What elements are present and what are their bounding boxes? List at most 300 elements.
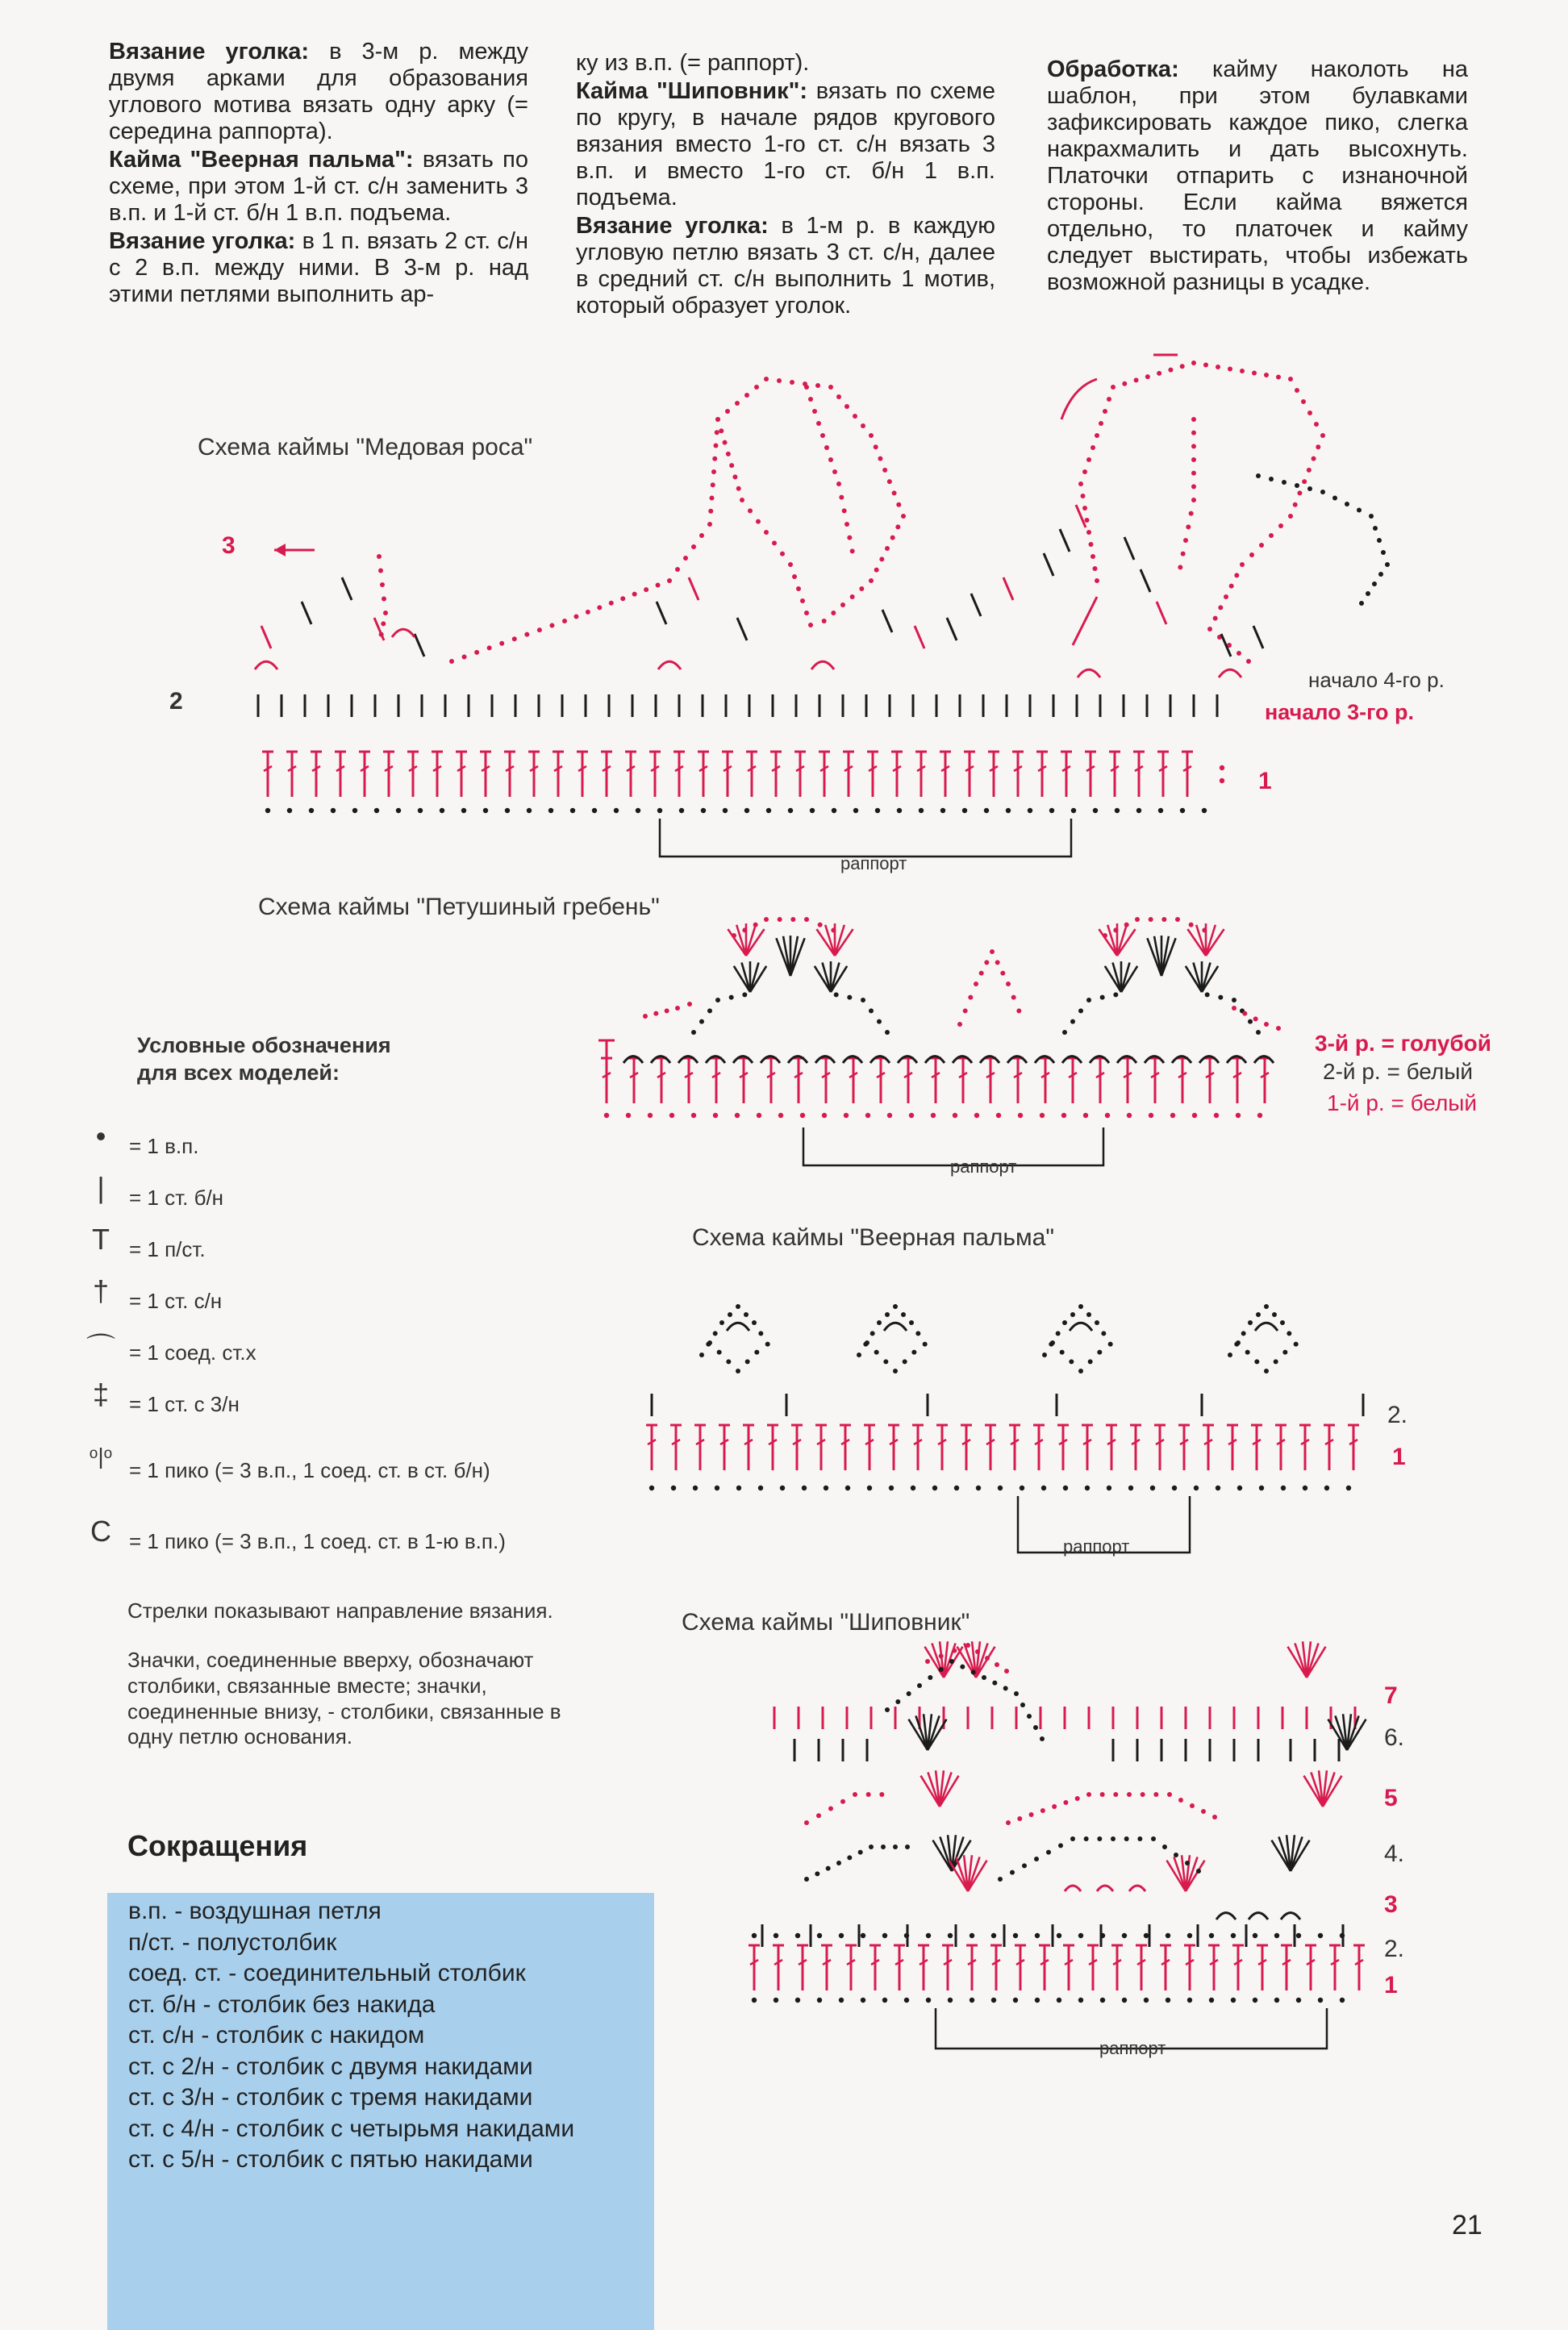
slanted-stitch [971, 594, 981, 616]
chain-dot [1203, 363, 1208, 368]
chain-dot [1062, 1030, 1067, 1035]
chain-dot [1228, 1353, 1232, 1357]
chain-dot [675, 567, 680, 572]
chain-dot [859, 586, 864, 591]
chain-dot [992, 1681, 997, 1686]
abbreviation-item: ст. с 5/н - столбик с пятью накидами [128, 2146, 533, 2173]
chain-dot [717, 1350, 722, 1355]
chain-dot [1006, 1820, 1011, 1825]
chain-dot [1385, 562, 1390, 567]
chain-dot [953, 1113, 957, 1118]
chain-dot [1272, 1312, 1277, 1317]
chain-dot [875, 808, 880, 813]
chain-dot [1167, 1792, 1172, 1797]
chain-dot [757, 1113, 761, 1118]
chain-dot [879, 1792, 884, 1797]
chain-dot [1100, 1792, 1105, 1797]
chain-dot [1187, 1933, 1192, 1938]
paragraph: Обработка: кайму наколоть на шаблон, при этом булавками зафиксировать каждое пико, слегка накрахмалить и дать высохнуть. Платочки отпарить с изнаночной стороны. Если кайма вяжется отдельно, то платочек и кайму следует выстирать, чтобы избежать возможной разницы в усадке. [1047, 56, 1468, 296]
chain-dot [736, 1304, 740, 1309]
chain-dot [1236, 1113, 1241, 1118]
chain-dot [653, 1011, 658, 1016]
row-label-2: 2. [1387, 1402, 1408, 1428]
chain-dot [1295, 483, 1299, 488]
chain-dot [892, 490, 897, 495]
chain-dot [885, 1312, 890, 1317]
single-crochet-icon: | [97, 1170, 105, 1204]
chain-dot [1115, 808, 1120, 813]
chain-dot [643, 1014, 648, 1019]
chain-dot [824, 1486, 828, 1490]
chain-dot [777, 378, 782, 383]
chain-dot [512, 636, 517, 641]
chain-dot [381, 621, 386, 626]
legend-item: ᵒ|ᵒ = 1 пико (= 3 в.п., 1 соед. ст. в ст. б/н) [65, 1429, 581, 1507]
slanted-stitch [657, 602, 666, 624]
chain-dot [865, 1113, 870, 1118]
slip-arc [658, 661, 681, 669]
chain-dot [1377, 538, 1382, 543]
chain-dot [832, 469, 837, 474]
chain-dot [1183, 538, 1188, 543]
chain-dot [1017, 1816, 1022, 1821]
chain-dot [874, 1350, 879, 1355]
chain-dot [984, 808, 989, 813]
chain-dot [377, 554, 382, 559]
chain-dot [1282, 1350, 1287, 1355]
chain-dot [1318, 1998, 1323, 2003]
chain-dot [804, 917, 809, 922]
chain-dot [828, 385, 833, 390]
chain-dot [1095, 1320, 1099, 1325]
chain-dot [1149, 917, 1153, 922]
slip-arc [1065, 1886, 1081, 1891]
chain-dot [1314, 422, 1319, 427]
fan-stitch [1202, 962, 1211, 992]
chain-dot [1190, 1803, 1195, 1808]
chain-dot [707, 1008, 712, 1013]
chain-dot [1003, 1686, 1008, 1690]
chain-dot [1236, 1340, 1241, 1345]
rapport-label: раппорт [1063, 1536, 1130, 1557]
paragraph: Вязание уголка: в 1 п. вязать 2 ст. с/н с 2 в.п. между ними. В 3-м р. над этими петлями выполнить ар- [109, 228, 529, 308]
slip-arc [1129, 1886, 1145, 1891]
chain-dot [1113, 992, 1118, 997]
chain-dot [1205, 992, 1210, 997]
chain-dot [824, 445, 829, 450]
chain-dot [1191, 498, 1196, 502]
slip-arc [1070, 1323, 1092, 1331]
slanted-stitch [947, 618, 957, 640]
chain-dot [1186, 524, 1191, 529]
chain-dot [1280, 1320, 1285, 1325]
chain-dot [1056, 1331, 1061, 1336]
chain-dot [1274, 1359, 1278, 1364]
chain-dot [954, 1486, 959, 1490]
chain-dot [1108, 1342, 1113, 1347]
chain-dot [1137, 1836, 1142, 1841]
chain-dot [1071, 808, 1076, 813]
chain-dot [1086, 457, 1091, 462]
chain-dot [1253, 1998, 1257, 2003]
scheme-title-petushiny-greben: Схема каймы "Петушиный гребень" [258, 894, 660, 920]
chain-dot [1242, 1011, 1247, 1016]
slip-arc [1249, 1913, 1268, 1919]
chain-dot [1070, 1836, 1075, 1841]
chain-dot [795, 1933, 800, 1938]
chain-dot [850, 594, 855, 599]
chain-dot [735, 1113, 740, 1118]
chain-dot [537, 627, 542, 632]
chain-dot [904, 1998, 909, 2003]
fan-stitch [822, 962, 831, 992]
chain-dot [331, 808, 336, 813]
chain-dot [963, 1008, 968, 1013]
paragraph: Вязание уголка: в 1-м р. в каждую угловую петлю вязать 3 ст. с/н, далее в средний ст. с/н выполнить 1 мотив, который образует уголок. [576, 213, 996, 319]
chain-dot [462, 654, 467, 659]
fan-stitch [1112, 962, 1121, 992]
fan-stitch [790, 936, 798, 976]
chain-dot [626, 1113, 631, 1118]
chain-dot [683, 556, 688, 561]
chain-dot [1100, 995, 1105, 1000]
chain-dot [1220, 765, 1224, 770]
chain-dot [1282, 480, 1287, 485]
chain-dot [870, 1331, 875, 1336]
chain-dot [1013, 1933, 1018, 1938]
chain-dot [869, 578, 874, 583]
legend-note-arrows: Стрелки показывают направление вязания. [127, 1598, 553, 1623]
chain-dot [380, 582, 385, 587]
chain-dot [1256, 1312, 1261, 1317]
chain-dot [548, 808, 553, 813]
chain-dot [1057, 1933, 1061, 1938]
slip-arc [811, 661, 834, 669]
chain-dot [815, 383, 820, 388]
chain-dot [1209, 1933, 1214, 1938]
chain-dot [931, 1113, 936, 1118]
chain-stitch-icon: • [95, 1119, 106, 1152]
chain-dot [396, 808, 401, 813]
fan-stitch [776, 938, 790, 976]
chain-dot [524, 632, 529, 637]
chain-dot [1228, 367, 1232, 372]
chain-dot [1276, 1026, 1281, 1031]
chain-dot [960, 1665, 965, 1669]
chain-dot [699, 1019, 704, 1024]
chain-dot [487, 645, 492, 650]
chain-dot [1372, 581, 1377, 586]
chain-dot [940, 808, 945, 813]
chain-dot [1312, 456, 1316, 461]
chain-dot [736, 1486, 741, 1490]
chain-dot [836, 1861, 841, 1865]
chain-dot [1099, 421, 1103, 426]
chain-dot [699, 533, 704, 538]
chain-dot [882, 468, 887, 473]
fan-stitch [1117, 929, 1136, 956]
chain-dot [911, 1486, 915, 1490]
chain-dot [1191, 361, 1196, 365]
chain-dot [1168, 368, 1173, 373]
slanted-stitch [415, 634, 424, 656]
chain-dot [861, 998, 865, 1002]
chain-dot [1254, 1359, 1259, 1364]
slanted-stitch [1044, 553, 1053, 576]
chain-dot [1307, 468, 1312, 473]
chain-dot [1170, 1113, 1175, 1118]
chain-dot [382, 597, 386, 602]
chain-dot [990, 949, 995, 954]
chain-dot [1207, 627, 1212, 631]
chain-dot [1016, 1008, 1021, 1013]
chain-dot [1196, 1869, 1201, 1874]
legend [65, 1032, 581, 1750]
chain-dot [732, 933, 736, 938]
chain-dot [1040, 1736, 1045, 1741]
chain-dot [1241, 1331, 1246, 1336]
chain-dot [1232, 1006, 1236, 1011]
chain-dot [1086, 1312, 1091, 1317]
chain-dot [962, 808, 967, 813]
chain-dot [885, 546, 890, 551]
chain-dot [1234, 573, 1239, 577]
chain-dot [883, 1359, 888, 1364]
chain-dot [1381, 550, 1386, 555]
chain-dot [1075, 1796, 1080, 1801]
chain-dot [1122, 381, 1127, 386]
chain-dot [982, 1675, 986, 1680]
scheme-title-shipovnik: Схема каймы "Шиповник" [682, 1609, 970, 1636]
chain-dot [1151, 1836, 1156, 1841]
chain-dot [817, 1933, 822, 1938]
chain-dot [839, 1933, 844, 1938]
row-label-1: 1 [1392, 1444, 1406, 1470]
slanted-stitch [302, 602, 311, 624]
chain-dot [1174, 1853, 1178, 1857]
chain-dot [817, 1998, 822, 2003]
chain-dot [790, 917, 795, 922]
chain-dot [1049, 808, 1054, 813]
slanted-stitch [342, 577, 352, 600]
chain-dot [691, 1113, 696, 1118]
chain-dot [1144, 1998, 1149, 2003]
chain-dot [1103, 409, 1107, 414]
chain-dot [742, 992, 747, 997]
chain-dot [840, 1799, 845, 1804]
chain-dot [1191, 444, 1196, 448]
chain-dot [893, 1369, 898, 1373]
chain-dot [1018, 1113, 1023, 1118]
chain-dot [839, 1998, 844, 2003]
chain-dot [1010, 1870, 1015, 1875]
chain-dot [1097, 1350, 1102, 1355]
chain-dot [483, 808, 488, 813]
chain-dot [1253, 1016, 1258, 1021]
chain-dot [562, 619, 567, 623]
chain-dot [744, 1312, 749, 1317]
chain-dot [928, 1675, 932, 1680]
double-crochet-icon: † [92, 1273, 110, 1307]
chain-dot [847, 1855, 852, 1860]
chain-dot [1022, 1863, 1027, 1868]
chain-dot [707, 1340, 712, 1345]
row3-color-label: 3-й р. = голубой [1315, 1031, 1491, 1056]
abbreviation-item: в.п. - воздушная петля [128, 1898, 382, 1924]
row-label-2: 2 [169, 688, 183, 715]
chain-dot [926, 1933, 931, 1938]
chain-dot [816, 1813, 821, 1818]
fan-stitch [1099, 929, 1117, 956]
chain-dot [901, 1312, 906, 1317]
chain-dot [1000, 971, 1005, 976]
chain-dot [1189, 511, 1194, 516]
chain-dot [736, 1369, 740, 1373]
chain-dot [1166, 1998, 1170, 2003]
chain-dot [1307, 486, 1312, 491]
chain-dot [893, 1844, 898, 1849]
fan-stitch [1186, 966, 1202, 992]
chain-dot [826, 1866, 831, 1871]
chain-dot [1249, 552, 1254, 557]
chain-dot [1153, 1792, 1158, 1797]
chain-dot [1297, 490, 1302, 495]
chain-dot [867, 1486, 872, 1490]
rapport-label: раппорт [950, 1157, 1017, 1177]
half-double-icon: T [92, 1222, 110, 1256]
chain-dot [874, 444, 878, 449]
fan-stitch [1161, 936, 1169, 976]
direction-arrow-head [274, 544, 286, 556]
chain-dot [1084, 1836, 1089, 1841]
fan-stitch [746, 925, 756, 956]
chain-dot [549, 623, 554, 628]
slip-arc [884, 1323, 907, 1331]
chain-dot [309, 808, 314, 813]
chain-dot [1124, 1836, 1129, 1841]
chain-dot [995, 960, 1000, 965]
chain-dot [1172, 1486, 1177, 1490]
chain-dot [1107, 397, 1111, 402]
fan-stitch [1121, 966, 1137, 992]
chain-dot [764, 530, 769, 535]
chain-dot [701, 808, 706, 813]
chain-dot [679, 808, 684, 813]
chain-dot [774, 1998, 778, 2003]
chain-dot [834, 992, 839, 997]
abbreviation-item: ст. с 3/н - столбик с тремя накидами [128, 2084, 533, 2111]
chain-dot [461, 808, 466, 813]
chain-dot [1004, 1669, 1009, 1674]
row-label-5: 5 [1384, 1785, 1398, 1811]
chain-dot [1086, 1792, 1091, 1797]
chain-dot [723, 808, 728, 813]
chain-dot [1220, 778, 1224, 783]
chain-dot [764, 377, 769, 381]
chain-dot [828, 457, 833, 462]
chain-dot [691, 544, 696, 549]
chain-dot [1216, 365, 1220, 369]
chain-dot [474, 650, 479, 655]
chain-dot [1103, 933, 1107, 938]
chain-dot [374, 808, 379, 813]
chain-dot [1035, 1933, 1040, 1938]
chain-dot [620, 596, 625, 601]
chain-dot [926, 1998, 931, 2003]
chain-dot [1236, 651, 1241, 656]
chain-dot [1259, 1486, 1264, 1490]
chain-dot [1191, 457, 1196, 462]
chain-dot [1191, 431, 1196, 436]
chain-dot [1287, 1331, 1291, 1336]
slanted-stitch [689, 577, 699, 600]
chain-dot [1150, 1486, 1155, 1490]
chain-dot [957, 1022, 962, 1027]
chain-dot [979, 971, 984, 976]
chain-dot [1070, 1019, 1075, 1024]
chain-dot [1111, 1836, 1116, 1841]
chain-dot [857, 1353, 861, 1357]
chain-dot [1316, 444, 1320, 449]
chain-dot [850, 548, 855, 553]
chain-dot [719, 1320, 724, 1325]
chain-dot [1213, 616, 1218, 621]
chain-dot [1345, 502, 1349, 506]
chain-dot [669, 1113, 674, 1118]
chain-dot [1214, 1113, 1219, 1118]
chain-dot [995, 1662, 999, 1667]
chain-dot [1202, 808, 1207, 813]
row2-color-label: 2-й р. = белый [1323, 1059, 1474, 1084]
chain-dot [1296, 1998, 1301, 2003]
chain-dot [440, 808, 444, 813]
chain-dot [897, 808, 902, 813]
chain-dot [665, 1008, 669, 1013]
slanted-stitch [1060, 529, 1070, 552]
chain-dot [1078, 481, 1083, 486]
chain-dot [1086, 530, 1091, 535]
chain-dot [845, 1486, 850, 1490]
rapport-label: раппорт [840, 853, 907, 873]
chain-dot [877, 1320, 882, 1325]
chain-dot [1113, 1792, 1118, 1797]
chain-dot [1085, 1486, 1090, 1490]
slip-arc [1255, 1323, 1278, 1331]
rapport-bracket [660, 819, 1071, 857]
fan-stitch [835, 925, 844, 956]
chain-dot [970, 1933, 974, 1938]
chain-dot [780, 552, 785, 556]
chain-dot [1100, 1998, 1105, 2003]
chain-dot [573, 614, 578, 619]
chain-dot [1178, 565, 1182, 569]
chain-dot [861, 1933, 865, 1938]
fan-stitch [1154, 936, 1161, 976]
chain-dot [586, 610, 590, 615]
chain-dot [1089, 542, 1094, 547]
slanted-stitch [1157, 602, 1166, 624]
chain-dot [1187, 1998, 1192, 2003]
chain-dot [649, 1486, 654, 1490]
chain-dot [800, 1113, 805, 1118]
row-label-3: 3 [222, 532, 236, 559]
chain-dot [729, 463, 734, 468]
chain-dot [752, 1933, 757, 1938]
chain-dot [882, 1933, 887, 1938]
fan-stitch [1121, 962, 1130, 992]
chain-dot [974, 982, 978, 986]
chain-dot [895, 1699, 900, 1704]
